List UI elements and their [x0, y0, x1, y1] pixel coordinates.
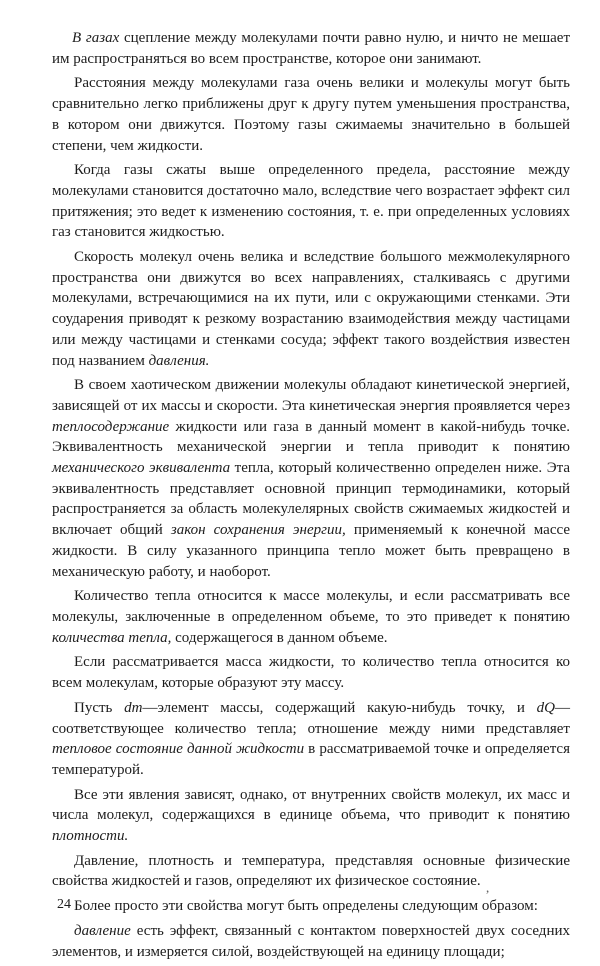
italic-term: количества тепла,	[52, 629, 172, 646]
paragraph-pressure	[52, 247, 570, 371]
text-run: Давление, плотность и температура, представляя основные физические свойства жидкостей и газов, определяют их физическое состояние.	[52, 852, 570, 890]
text-run: Количество тепла относится к массе молекулы, и если рассматривать все молекулы, заключенные в определенном объеме, то это приведет к понятию	[52, 588, 570, 625]
paragraph-definitions-intro	[52, 896, 570, 917]
paragraph-heat-quantity	[52, 586, 570, 648]
text-run: тепла, который количественно определен ниже. Эта эквивалентность представляет основной принцип термодинамики, который распространяется за область молекулелярных свойств сжимаемых жидкостей и включает общий	[52, 460, 570, 539]
italic-term: тепловое состояние данной жидкости	[52, 741, 305, 758]
text-run: — соответствующее количество тепла; отношение между ними представляет	[52, 699, 570, 737]
italic-term: давление	[74, 922, 131, 939]
text-run: Все эти явления зависят, однако, от внутренних свойств молекул, их масс и числа молекул, содержащихся в единице объема, что приводит к понятию	[52, 786, 570, 824]
text-run: есть эффект, связанный с контактом поверхностей двух соседних элементов, и измеряется силой, воздействующей на единицу площади;	[52, 922, 570, 960]
paragraph-kinetic-energy	[52, 375, 570, 582]
italic-term: механического эквивалента	[52, 460, 231, 477]
text-run: сцепление между молекулами почти равно нулю, и ничто не мешает им распространяться во всем пространстве, которое они занимают.	[52, 30, 570, 67]
italic-term: закон сохранения энергии,	[170, 522, 346, 539]
italic-term: теплосодержание	[52, 418, 170, 435]
text-run: —элемент массы, содержащий какую-нибудь точку, и	[142, 699, 537, 716]
body-text	[52, 28, 570, 966]
text-run: применяемый к конечной массе жидкости. В силу указанного принципа тепло может быть превращено в механическую работу, и наоборот.	[52, 522, 570, 580]
paragraph-compression	[52, 160, 570, 243]
italic-term: давления.	[148, 352, 210, 369]
text-run: содержащегося в данном объеме.	[171, 629, 388, 646]
text-run: Более просто эти свойства могут быть определены следующим образом:	[74, 898, 538, 915]
italic-term: плотности.	[52, 828, 129, 845]
italic-term: dm	[124, 699, 143, 716]
text-run: Когда газы сжаты выше определенного предела, расстояние между молекулами становится достаточно мало, вследствие чего возрастает эффект сил притяжения; это ведет к изменению состояния, т. е. при определенных условиях газ становится жидкостью.	[52, 162, 570, 241]
italic-term: dQ	[536, 699, 555, 716]
paragraph-mass-heat	[52, 652, 570, 693]
text-run: В своем хаотическом движении молекулы обладают кинетической энергией, зависящей от их массы и скорости. Эта кинетическая энергия проявляется через	[52, 377, 570, 414]
paragraph-distances	[52, 73, 570, 156]
text-run: жидкости или газа в данный момент в какой-нибудь точке. Эквивалентность механической энергии и тепла приводит к понятию	[52, 418, 570, 456]
paragraph-density	[52, 785, 570, 847]
paragraph-gases	[52, 28, 570, 69]
text-run: Пусть	[74, 699, 125, 716]
paragraph-thermal-state	[52, 698, 570, 781]
text-run: в рассматриваемой точке и определяется температурой.	[52, 741, 570, 778]
paragraph-pressure-definition	[52, 921, 570, 962]
page-number: 24	[57, 897, 71, 912]
text-run: Расстояния между молекулами газа очень велики и молекулы могут быть сравнительно легко приближены друг к другу путем уменьшения пространства, в котором они движутся. Поэтому газы сжимаемы значительно в большей степени, чем жидкости.	[52, 75, 570, 154]
italic-term: В газах	[72, 30, 120, 46]
paragraph-physical-state	[52, 851, 570, 892]
text-run: Если рассматривается масса жидкости, то количество тепла относится ко всем молекулам, которые образуют эту массу.	[52, 654, 570, 692]
text-run: Скорость молекул очень велика и вследствие большого межмолекулярного пространства они движутся во всех направлениях, сталкиваясь с другими молекулами, встречающимися на их пути, или с окружающими стенками. Эти соударения приводят к резкому возрастанию взаимодействия между частицами или между частицами и стенками сосуда; эффект такого воздействия известен под названием	[52, 249, 570, 369]
stray-mark: ,	[486, 880, 490, 895]
